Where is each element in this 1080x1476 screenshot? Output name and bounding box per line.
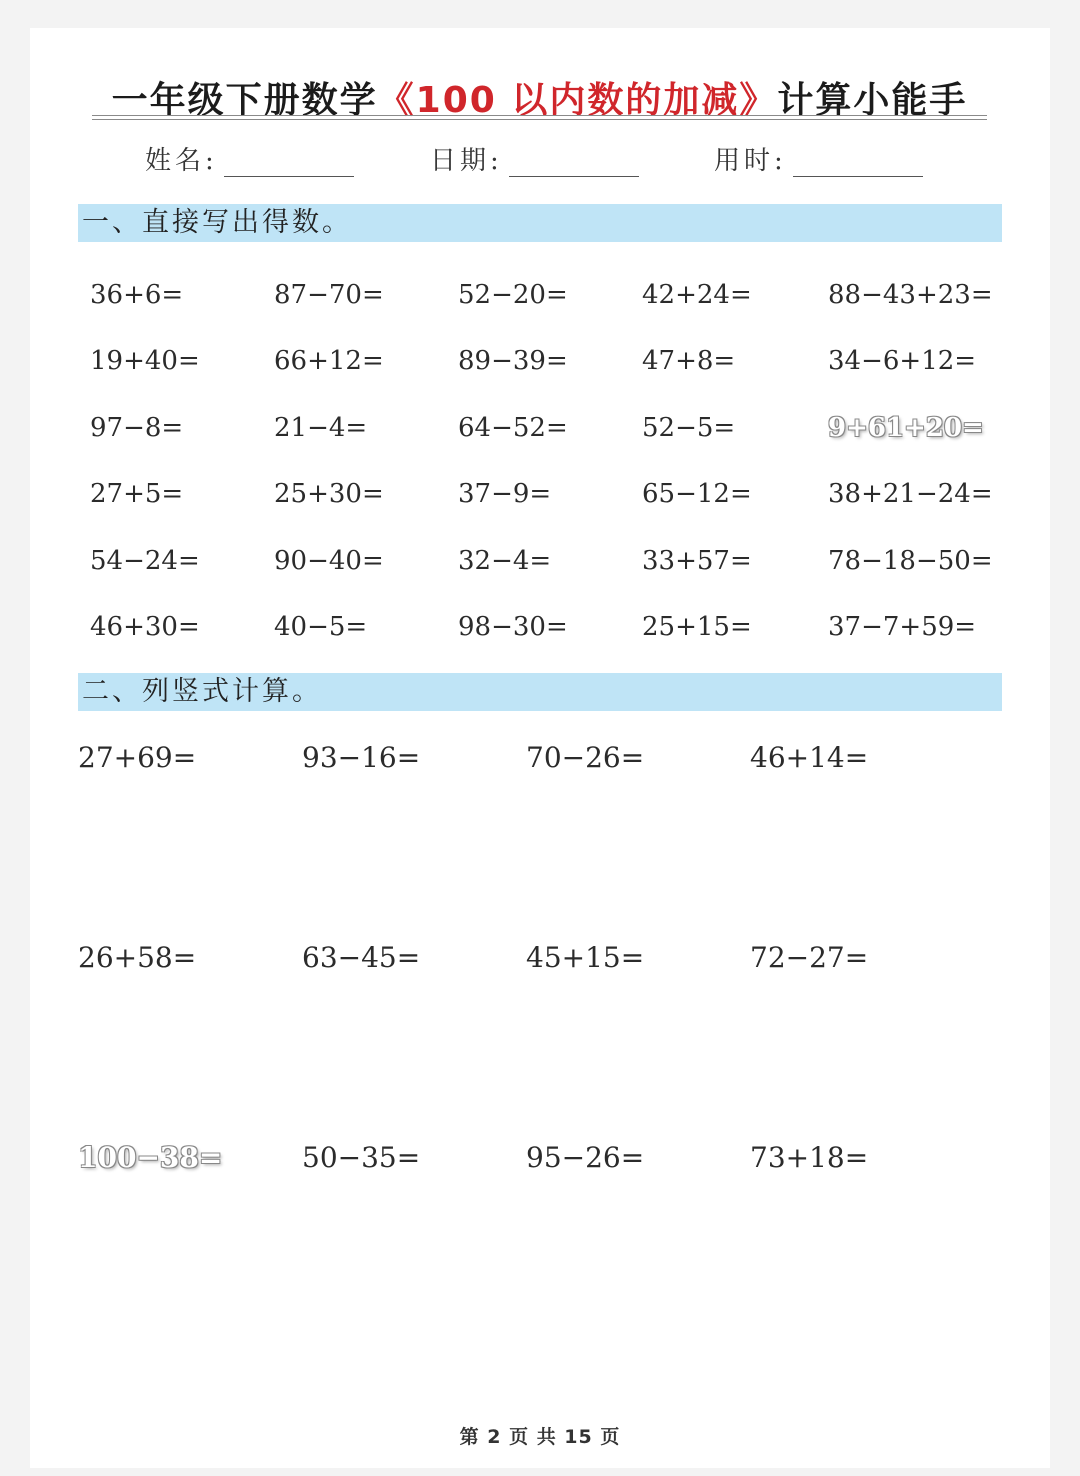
problem: 88−43+23= bbox=[828, 280, 993, 310]
problem: 46+30= bbox=[90, 611, 200, 642]
problem: 90−40= bbox=[274, 545, 384, 576]
vertical-problem: 95−26= bbox=[526, 1141, 645, 1174]
vertical-problem: 93−16= bbox=[302, 741, 421, 774]
problem: 42+24= bbox=[642, 280, 752, 310]
page-footer: 第 2 页 共 15 页 bbox=[459, 1426, 621, 1448]
problem: 25+30= bbox=[274, 479, 384, 510]
problem: 33+57= bbox=[642, 545, 752, 576]
title-suffix: 计算小能手 bbox=[777, 79, 968, 121]
vertical-problem: 26+58= bbox=[78, 941, 197, 974]
problem: 54−24= bbox=[90, 545, 200, 576]
vertical-problem: 63−45= bbox=[302, 941, 421, 974]
title-prefix: 一年级下册数学 bbox=[111, 79, 378, 121]
vertical-problem: 46+14= bbox=[750, 741, 869, 774]
problem: 27+5= bbox=[90, 479, 184, 510]
problem: 25+15= bbox=[642, 611, 752, 642]
section2-heading: 二、列竖式计算。 bbox=[78, 673, 1002, 711]
date-blank[interactable] bbox=[509, 154, 639, 177]
vertical-problem-watermarked: 100−38= bbox=[78, 1141, 223, 1174]
name-blank[interactable] bbox=[224, 154, 354, 177]
name-field[interactable] bbox=[145, 140, 354, 177]
name-label: 姓名: bbox=[145, 146, 218, 176]
info-row bbox=[30, 140, 1050, 180]
problem: 21−4= bbox=[274, 412, 368, 443]
vertical-problem: 27+69= bbox=[78, 741, 197, 774]
problem: 34−6+12= bbox=[828, 346, 977, 377]
problem: 32−4= bbox=[458, 545, 552, 576]
time-blank[interactable] bbox=[793, 154, 923, 177]
problem: 66+12= bbox=[274, 346, 384, 377]
vertical-problem: 50−35= bbox=[302, 1141, 421, 1174]
problem-watermarked: 9+61+20= bbox=[828, 412, 984, 443]
problem: 89−39= bbox=[458, 346, 568, 377]
problem: 97−8= bbox=[90, 412, 184, 443]
problem: 19+40= bbox=[90, 346, 200, 377]
problem: 38+21−24= bbox=[828, 479, 993, 510]
title-highlight: 《100 以内数的加减》 bbox=[377, 79, 778, 121]
problem: 47+8= bbox=[642, 346, 736, 377]
date-label: 日期: bbox=[430, 146, 503, 176]
time-field[interactable] bbox=[714, 140, 923, 177]
vertical-problem: 73+18= bbox=[750, 1141, 869, 1174]
section1-heading: 一、直接写出得数。 bbox=[78, 204, 1002, 242]
problem: 98−30= bbox=[458, 611, 568, 642]
problem: 64−52= bbox=[458, 412, 568, 443]
vertical-calc-grid bbox=[78, 736, 998, 1336]
problem: 36+6= bbox=[90, 280, 184, 310]
worksheet-page bbox=[30, 28, 1050, 1468]
date-field[interactable] bbox=[430, 140, 639, 177]
problem: 37−7+59= bbox=[828, 611, 977, 642]
title-underline bbox=[92, 115, 987, 120]
vertical-problem: 72−27= bbox=[750, 941, 869, 974]
problem: 78−18−50= bbox=[828, 545, 993, 576]
problem: 52−5= bbox=[642, 412, 736, 443]
vertical-problem: 45+15= bbox=[526, 941, 645, 974]
time-label: 用时: bbox=[714, 146, 787, 176]
problem: 40−5= bbox=[274, 611, 368, 642]
problem: 52−20= bbox=[458, 280, 568, 310]
problem: 37−9= bbox=[458, 479, 552, 510]
problem: 65−12= bbox=[642, 479, 752, 510]
oral-calc-grid bbox=[90, 268, 1010, 666]
vertical-problem: 70−26= bbox=[526, 741, 645, 774]
problem: 87−70= bbox=[274, 280, 384, 310]
